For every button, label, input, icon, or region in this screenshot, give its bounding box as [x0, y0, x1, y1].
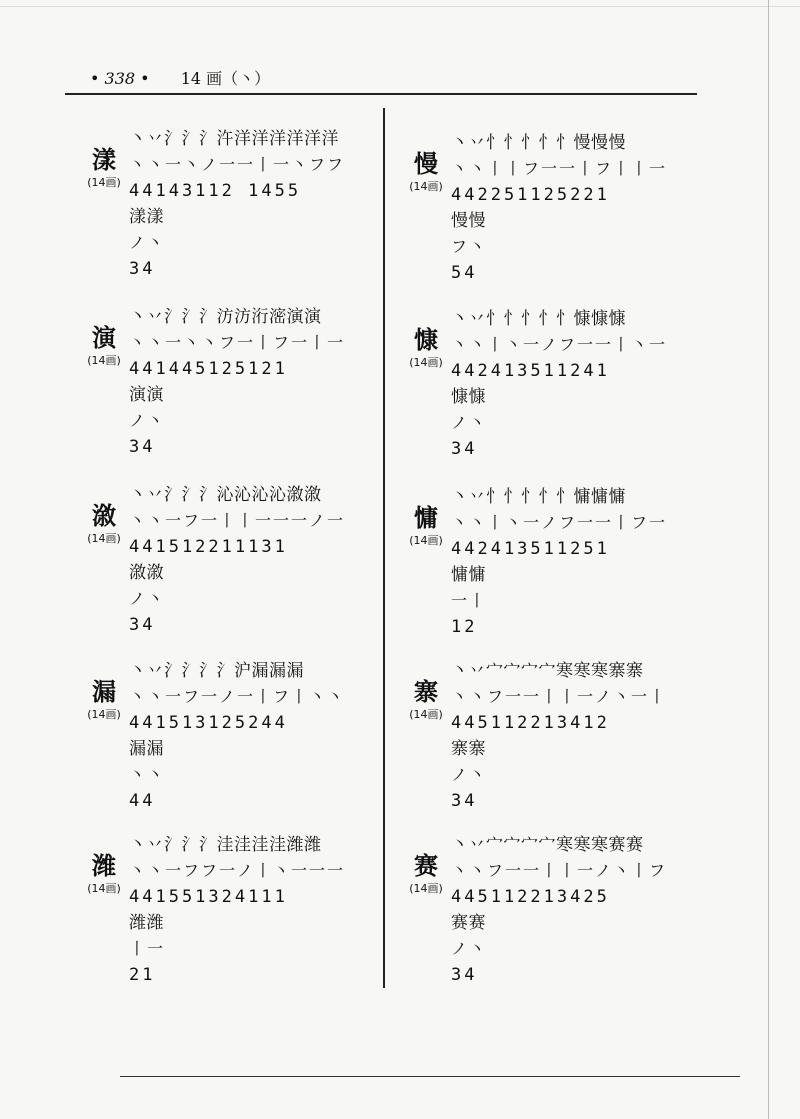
header-rule	[65, 93, 697, 95]
headword: 赛	[414, 852, 438, 880]
stroke-shapes: 丶丶フ一一丨丨一ノ丶一丨	[451, 687, 668, 706]
stroke-codes-cont: 34	[451, 439, 478, 459]
stroke-shapes: 丶丶フ一一丨丨一ノ丶丨フ	[451, 861, 668, 880]
stroke-codes-cont: 21	[129, 965, 156, 985]
stroke-sequence-cont: 慷慷	[451, 387, 486, 407]
stroke-codes: 441551324111	[129, 887, 288, 907]
stroke-codes: 445112213412	[451, 713, 610, 733]
stroke-shapes-cont: フ丶	[451, 237, 488, 256]
headword: 慷	[414, 326, 438, 354]
stroke-codes-cont: 44	[129, 791, 156, 811]
stroke-sequence-cont: 慢慢	[451, 211, 486, 231]
stroke-sequence: 丶丷宀宀宀宀寒寒寒寨寨	[451, 661, 644, 681]
stroke-sequence-cont: 潍潍	[129, 913, 164, 933]
headword: 寨	[414, 678, 438, 706]
headword: 演	[92, 324, 116, 352]
stroke-sequence: 丶丷氵氵氵洼洼洼洼潍潍	[129, 835, 322, 855]
stroke-shapes-cont: 丨一	[129, 939, 166, 958]
stroke-shapes-cont: ノ丶	[129, 233, 166, 252]
headword: 慵	[414, 504, 438, 532]
section-title: 14 画（丶）	[180, 69, 271, 88]
stroke-shapes: 丶丶一丶ノ一一丨一丶フフ	[129, 155, 346, 174]
headword: 漏	[92, 678, 116, 706]
stroke-shapes: 丶丶丨丶一ノフ一一丨丶一	[451, 335, 668, 354]
stroke-shapes: 丶丶一丶丶フ一丨フ一丨一	[129, 333, 346, 352]
stroke-shapes: 丶丶丨丶一ノフ一一丨フ一	[451, 513, 668, 532]
stroke-count: (14画)	[87, 354, 121, 367]
stroke-codes: 445112213425	[451, 887, 610, 907]
stroke-count: (14画)	[409, 534, 443, 547]
stroke-shapes-cont: ノ丶	[451, 765, 488, 784]
headword: 潍	[92, 852, 116, 880]
headword: 漵	[92, 502, 116, 530]
stroke-shapes-cont: ノ丶	[129, 411, 166, 430]
stroke-count: (14画)	[87, 882, 121, 895]
headword: 慢	[414, 150, 438, 178]
page-number: • 338 •	[90, 69, 150, 88]
footer-rule	[120, 1076, 740, 1077]
stroke-sequence-cont: 演演	[129, 385, 164, 405]
stroke-sequence: 丶丷氵氵氵汸汸洐滵演演	[129, 307, 322, 327]
stroke-shapes: 丶丶一フ一丨丨一一一ノ一	[129, 511, 346, 530]
stroke-sequence: 丶丷氵氵氵氵沪漏漏漏	[129, 661, 304, 681]
headword: 漾	[92, 146, 116, 174]
stroke-count: (14画)	[409, 882, 443, 895]
stroke-sequence: 丶丷氵氵氵汻洋洋洋洋洋洋	[129, 129, 339, 149]
stroke-codes: 442413511241	[451, 361, 610, 381]
stroke-codes-cont: 54	[451, 263, 478, 283]
stroke-codes: 441445125121	[129, 359, 288, 379]
stroke-codes-cont: 34	[129, 259, 156, 279]
stroke-sequence-cont: 寨寨	[451, 739, 486, 759]
stroke-sequence-cont: 漏漏	[129, 739, 164, 759]
stroke-sequence-cont: 漾漾	[129, 207, 164, 227]
stroke-sequence-cont: 赛赛	[451, 913, 486, 933]
stroke-shapes: 丶丶一フ一ノ一丨フ丨丶丶	[129, 687, 346, 706]
stroke-codes: 441512211131	[129, 537, 288, 557]
stroke-count: (14画)	[87, 176, 121, 189]
stroke-shapes-cont: ノ丶	[451, 939, 488, 958]
stroke-sequence: 丶丷宀宀宀宀寒寒寒赛赛	[451, 835, 644, 855]
stroke-shapes-cont: ノ丶	[451, 413, 488, 432]
column-divider	[383, 108, 385, 988]
stroke-sequence-cont: 漵漵	[129, 563, 164, 583]
stroke-count: (14画)	[409, 708, 443, 721]
stroke-count: (14画)	[409, 180, 443, 193]
stroke-sequence: 丶丷忄忄忄忄忄慢慢慢	[451, 133, 626, 153]
stroke-shapes: 丶丶丨丨フ一一丨フ丨丨一	[451, 159, 668, 178]
stroke-sequence: 丶丷氵氵氵沁沁沁沁漵漵	[129, 485, 322, 505]
stroke-codes-cont: 12	[451, 617, 478, 637]
stroke-codes-cont: 34	[451, 791, 478, 811]
page-header	[90, 66, 270, 89]
stroke-shapes-cont: ノ丶	[129, 589, 166, 608]
stroke-sequence: 丶丷忄忄忄忄忄慵慵慵	[451, 487, 626, 507]
stroke-count: (14画)	[409, 356, 443, 369]
stroke-count: (14画)	[87, 708, 121, 721]
stroke-shapes: 丶丶一フフ一ノ丨丶一一一	[129, 861, 346, 880]
stroke-shapes-cont: 一丨	[451, 591, 488, 610]
stroke-codes: 442251125221	[451, 185, 610, 205]
stroke-sequence: 丶丷忄忄忄忄忄慷慷慷	[451, 309, 626, 329]
stroke-codes: 441513125244	[129, 713, 288, 733]
stroke-codes: 442413511251	[451, 539, 610, 559]
stroke-codes-cont: 34	[129, 437, 156, 457]
stroke-codes-cont: 34	[451, 965, 478, 985]
stroke-codes: 44143112 1455	[129, 181, 302, 201]
stroke-sequence-cont: 慵慵	[451, 565, 486, 585]
stroke-count: (14画)	[87, 532, 121, 545]
stroke-codes-cont: 34	[129, 615, 156, 635]
stroke-shapes-cont: 丶丶	[129, 765, 166, 784]
